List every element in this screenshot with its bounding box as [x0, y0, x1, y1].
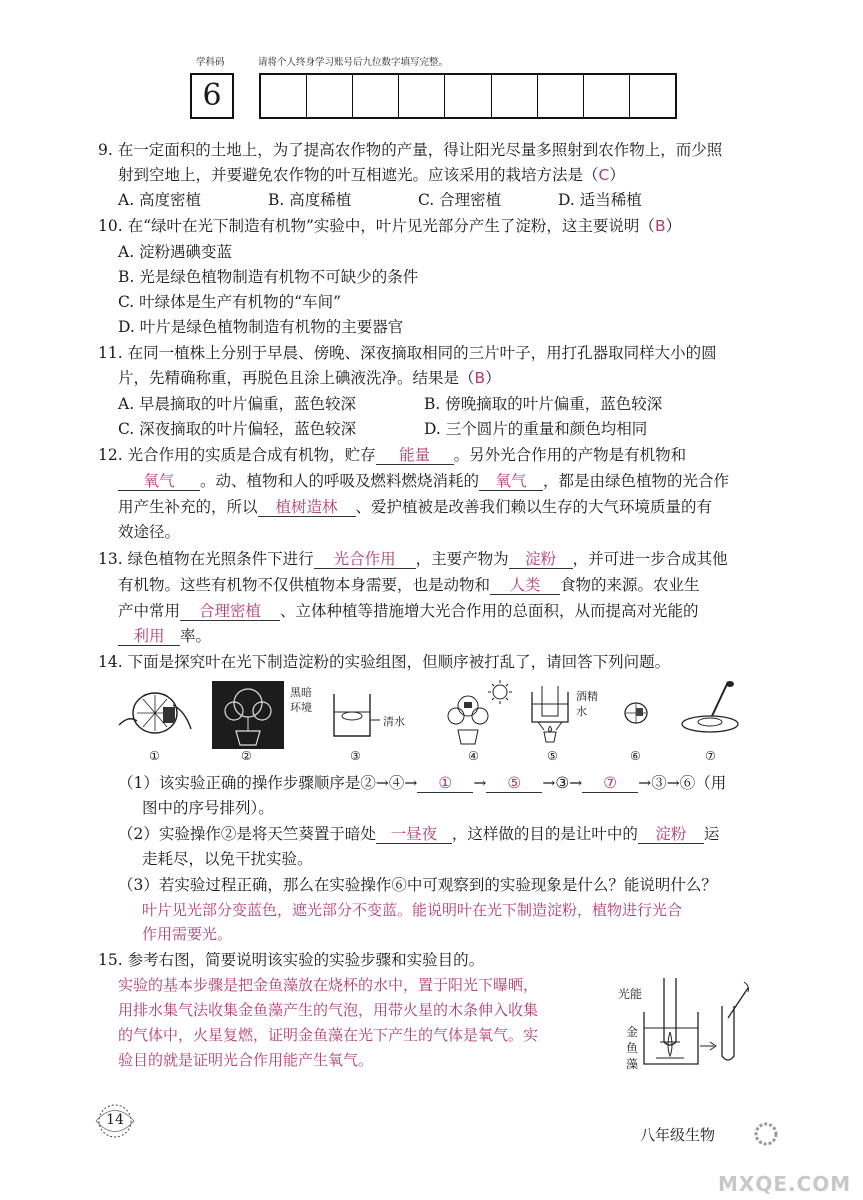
- fig-num-1: ①: [149, 749, 160, 763]
- q11-option-c: C. 深夜摘取的叶片偏轻，蓝色较深: [118, 420, 357, 438]
- fig2-label-dark: 黑暗: [290, 686, 312, 699]
- q13-line4: 利用 率。: [118, 626, 211, 646]
- q13-blank4: 合理密植: [180, 602, 280, 621]
- q15-answer-line1: 实验的基本步骤是把金鱼藻放在烧杯的水中，置于阳光下曝晒，: [118, 976, 539, 994]
- q12-blank2: 氧气: [118, 472, 200, 491]
- fig-num-3: ③: [350, 749, 361, 763]
- fig6-leaf: [622, 700, 650, 726]
- q13-line3: 产中常用 合理密植 、立体种植等措施增大光合作用的总面积，从而提高对光能的: [118, 602, 699, 620]
- q14-sub1-blank2: ⑤: [486, 774, 542, 793]
- q13-line1: 13. 绿色植物在光照条件下进行 光合作用 ，主要产物为 淀粉 ，并可进一步合成其他: [98, 550, 728, 568]
- digit-box[interactable]: [399, 75, 445, 117]
- q11-options-cd: [118, 419, 647, 439]
- account-digit-boxes[interactable]: [259, 73, 677, 119]
- digit-box[interactable]: [630, 75, 675, 117]
- q14-sub2-blank2: 淀粉: [638, 825, 704, 844]
- q11-answer: B: [474, 369, 486, 387]
- q9-options: [118, 190, 642, 210]
- fig1-leaf-cover: [115, 685, 195, 741]
- q11-line1: 11. 在同一植株上分别于早晨、傍晚、深夜摘取相同的三片叶子，用打孔器取同样大小的圆: [98, 344, 717, 362]
- fig-num-7: ⑦: [705, 749, 716, 763]
- q15-fig-label-plant: 金 鱼 藻: [626, 1025, 639, 1071]
- q14-sub1-blank3: ⑦: [582, 774, 638, 793]
- account-instruction: 请将个人终身学习账号后九位数字填写完整。: [258, 57, 449, 68]
- q10-option-d: D. 叶片是绿色植物制造有机物的主要器官: [118, 318, 404, 336]
- q13-blank3: 人类: [490, 576, 560, 595]
- subject-code-value: 6: [202, 78, 222, 113]
- digit-box[interactable]: [353, 75, 399, 117]
- digit-box[interactable]: [492, 75, 538, 117]
- page-number-badge: [92, 1102, 138, 1140]
- q14-sub3-answer-line2: 作用需要光。: [142, 925, 233, 943]
- q12-line3: 用产生补充的，所以 植树造林 、爱护植被是改善我们赖以生存的大气环境质量的有: [118, 498, 713, 516]
- q15-fig-label-light: 光能: [618, 987, 643, 1001]
- q9-answer: C: [598, 166, 610, 184]
- fig2-label-env: 环境: [290, 701, 312, 714]
- q10-option-a: A. 淀粉遇碘变蓝: [118, 243, 233, 261]
- fig7-dish-dropper: [678, 680, 742, 740]
- watermark: MXQE.COM: [718, 1172, 852, 1196]
- q12-blank1: 能量: [376, 446, 454, 465]
- book-title: 八年级生物: [640, 1126, 716, 1144]
- q14-sub2-blank1: 一昼夜: [376, 825, 452, 844]
- q14-sub1-line1: （1）该实验正确的操作步骤顺序是②→④→ ① → ⑤ →③→ ⑦ →③→⑥（用: [118, 774, 727, 792]
- digit-box[interactable]: [584, 75, 630, 117]
- subject-code-box: [190, 73, 234, 119]
- q10-option-c: C. 叶绿体是生产有机物的“车间”: [118, 293, 342, 311]
- subject-code-label: 学科码: [196, 57, 225, 68]
- q9-line2: 射到空地上，并要避免农作物的叶互相遮光。应该采用的栽培方法是（C）: [118, 166, 625, 184]
- q10-stem: 10. 在“绿叶在光下制造有机物”实验中，叶片见光部分产生了淀粉，这主要说明（B）: [98, 217, 682, 235]
- fig-num-4: ④: [468, 749, 479, 763]
- q14-sub2-line2: 走耗尽，以免干扰实验。: [142, 850, 313, 868]
- fig2-dark-box: [212, 681, 284, 749]
- q10-answer: B: [654, 217, 666, 235]
- q14-sub1-line2: 图中的序号排列）。: [142, 799, 274, 817]
- q15-answer-line2: 用排水集气法收集金鱼藻产生的气泡，用带火星的木条伸入收集: [118, 1001, 539, 1019]
- q13-blank5: 利用: [118, 627, 180, 646]
- q11-option-b: B. 傍晚摘取的叶片偏重，蓝色较深: [424, 395, 663, 413]
- q12-line2: 氧气 。动、植物和人的呼吸及燃料燃烧消耗的 氧气 ，都是由绿色植物的光合作: [118, 471, 729, 491]
- q11-options-ab: [118, 394, 662, 414]
- fig-num-6: ⑥: [630, 749, 641, 763]
- q14-stem: 14. 下面是探究叶在光下制造淀粉的实验组图，但顺序被打乱了，请回答下列问题。: [98, 653, 671, 671]
- fig-num-2: ②: [241, 749, 252, 763]
- digit-box[interactable]: [445, 75, 491, 117]
- fig3-label-water: 清水: [383, 715, 405, 728]
- q9-option-a: A. 高度密植: [118, 191, 202, 209]
- digit-box[interactable]: [538, 75, 584, 117]
- q10-option-b: B. 光是绿色植物制造有机物不可缺少的条件: [118, 268, 419, 286]
- q12-blank4: 植树造林: [258, 498, 356, 517]
- fig-num-5: ⑤: [547, 749, 558, 763]
- q15-figure-apparatus: [640, 972, 760, 1072]
- decor-gear-icon: [752, 1120, 780, 1148]
- q15-stem: 15. 参考右图，简要说明该实验的实验步骤和实验目的。: [98, 951, 485, 969]
- q14-sub2-line1: （2）实验操作②是将天竺葵置于暗处 一昼夜 ，这样做的目的是让叶中的 淀粉 运: [118, 825, 720, 843]
- digit-box[interactable]: [261, 75, 307, 117]
- fig5-label-alcohol: 酒精: [576, 690, 598, 703]
- q12-blank3: 氧气: [479, 472, 543, 491]
- q14-sub1-blank1: ①: [417, 774, 473, 793]
- q13-line2: 有机物。这些有机物不仅供植物本身需要，也是动物和 人类 食物的来源。农业生: [118, 576, 700, 594]
- fig5-label-water: 水: [576, 705, 587, 718]
- q12-line4: 效途径。: [118, 523, 181, 541]
- q11-line2: 片，先精确称重，再脱色且涂上碘液洗净。结果是（B）: [118, 369, 501, 387]
- q9-line1: 9. 在一定面积的土地上，为了提高农作物的产量，得让阳光尽量多照射到农作物上，而少照: [98, 141, 723, 159]
- q11-option-d: D. 三个圆片的重量和颜色均相同: [424, 420, 648, 438]
- page-number: 14: [106, 1112, 124, 1128]
- q13-blank2: 淀粉: [509, 550, 573, 569]
- q14-sub3-answer-line1: 叶片见光部分变蓝色，遮光部分不变蓝。能说明叶在光下制造淀粉，植物进行光合: [142, 901, 683, 919]
- q13-blank1: 光合作用: [314, 550, 416, 569]
- digit-box[interactable]: [307, 75, 353, 117]
- q11-option-a: A. 早晨摘取的叶片偏重，蓝色较深: [118, 395, 357, 413]
- q14-sub3-question: （3）若实验过程正确，那么在实验操作⑥中可观察到的实验现象是什么？能说明什么？: [118, 876, 717, 894]
- q15-answer-line3: 的气体中，火星复燃，证明金鱼藻在光下产生的气体是氧气。实: [118, 1026, 539, 1044]
- fig3-beaker-water: [330, 690, 380, 740]
- fig5-alcohol-bath: [528, 682, 578, 746]
- q9-option-b: B. 高度稀植: [268, 191, 352, 209]
- q9-option-d: D. 适当稀植: [558, 191, 642, 209]
- q9-option-c: C. 合理密植: [418, 191, 502, 209]
- q12-line1: 12. 光合作用的实质是合成有机物，贮存 能量 。另外光合作用的产物是有机物和: [98, 446, 687, 464]
- q15-answer-line4: 验目的就是证明光合作用能产生氧气。: [118, 1051, 374, 1069]
- fig4-plant-sun: [440, 678, 520, 748]
